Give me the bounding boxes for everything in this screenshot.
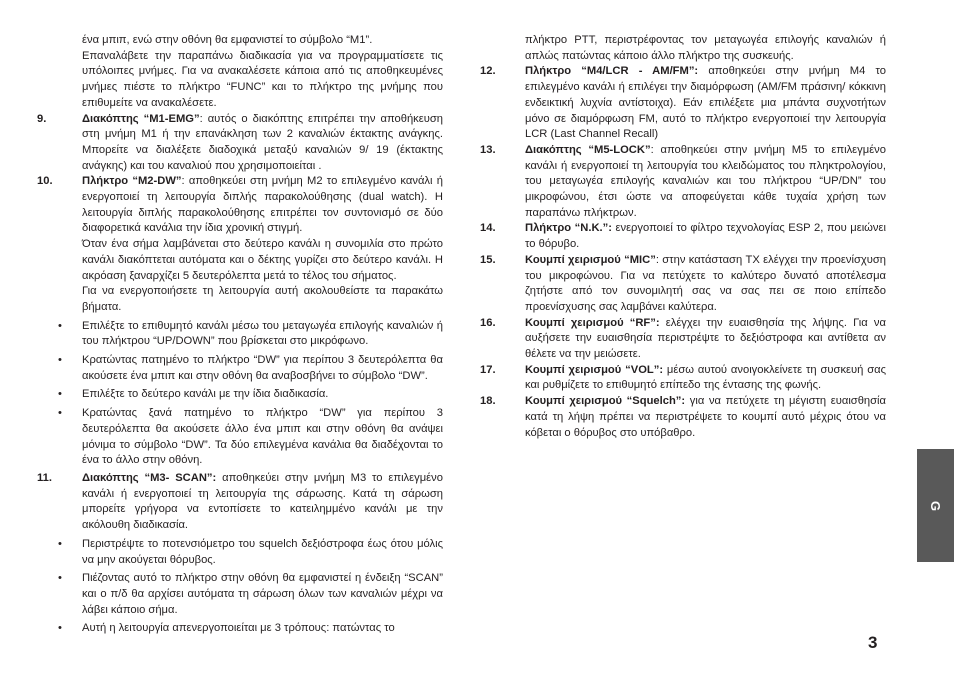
item-number: 17. <box>480 363 496 376</box>
item-number: 15. <box>480 253 496 266</box>
list-item <box>37 319 443 350</box>
item-text: : αποθηκεύει στην μνήμη M5 το επιλεγμένο κανάλι ή ενεργοποιεί τη λειτουργία του κλειδώματος του πληκτρολογίου, του μεταγωγέα επιλογής καναλιών και του πλήκτρου “UP/DN” του μικροφώνου, έτσι ώστε να αποφεύγεται κάθε τυχαία χρήση των παραπάνω πλήκτρων. <box>525 143 886 219</box>
list-item <box>37 537 443 568</box>
language-tab-label: G <box>928 500 943 511</box>
item-number: 12. <box>480 65 496 78</box>
item-17 <box>480 363 886 394</box>
right-column <box>480 33 886 441</box>
left-column <box>37 33 443 637</box>
item-14 <box>480 221 886 252</box>
item-title: Κουμπί χειρισμού “Squelch”: <box>525 395 686 408</box>
item-title: Πλήκτρο “M2-DW” <box>82 175 182 188</box>
item-title: Κουμπί χειρισμού “MIC” <box>525 253 656 266</box>
item-text: για να πετύχετε τη μέγιστη ευαισθησία κατά τη λήψη πρέπει να περιστρέψετε το κουμπί αυτό μέχρις ότου να κόβεται ο θόρυβος στο υπόβαθρο. <box>525 395 887 439</box>
bullet-icon: • <box>58 319 62 332</box>
item-text: μέσω αυτού ανοιγοκλείνετε τη συσκευή σας και ρυθμίζετε το επιθυμητό επίπεδο της έντασης της φωνής. <box>525 363 886 392</box>
list-item-text: Κρατώντας πατημένο το πλήκτρο “DW” για περίπου 3 δευτερόλεπτα θα ακούσετε ένα μπιπ και στην οθόνη θα αναβοσβήνει το σύμβολο “DW”. <box>82 354 443 382</box>
item-title: Πλήκτρο “N.K.”: <box>525 222 612 235</box>
item-16 <box>480 316 886 363</box>
list-item <box>37 387 443 403</box>
item-title: Πλήκτρο “M4/LCR - AM/FM”: <box>525 65 699 78</box>
item-text: αποθηκεύει στην μνήμη M4 το επιλεγμένο κανάλι ή επιλέγει την διαμόρφωση (AM/FM πράσινη/ κόκκινη ενδεικτική λυχνία αντίστοιχα). Εάν επιλέξετε μια μπάντα συχνοτήτων μόνο σε διαμόρφωση FM, αυτό το πλήκτρο ενεργοποιεί την λειτουργία LCR (Last Channel Recall) <box>525 65 886 141</box>
item-number: 11. <box>37 471 52 484</box>
item-15 <box>480 253 886 316</box>
item-text: αποθηκεύει στην μνήμη M3 το επιλεγμένο κανάλι ή ενεργοποιεί τη λειτουργία της σάρωσης. Κατά τη σάρωση μπορείτε γρήγορα να εντοπίσετε το κατειλημμένο κανάλι με την ακόλουθη διαδικασία. <box>82 471 443 532</box>
list-item-text: Κρατώντας ξανά πατημένο το πλήκτρο “DW” για περίπου 3 δευτερόλεπτα θα ακούσετε άλλο ένα μπιπ και στην οθόνη θα ανάψει μόνιμα το σύμβολο “DW”. Τα δύο επιλεγμένα κανάλια θα διαδέχονται το ένα το άλλο στην οθόνη. <box>82 407 443 467</box>
bullet-icon: • <box>58 572 62 585</box>
item-text: : στην κατάσταση TX ελέγχει την προενίσχυση του μικροφώνου. Για να πετύχετε το καλύτερο δυνατό αποτέλεσμα ζητήστε από τον συνομιλητή σας να σας πει σε ποιο επίπεδο προενίσχυσης σας λαμβάνει καλύτερα. <box>525 253 886 313</box>
item-10 <box>37 174 443 237</box>
item-text: : αυτός ο διακόπτης επιτρέπει την αποθήκευση στη μνήμη M1 ή την επανάκληση των 2 καναλιών έκτακτης ανάγκης. Μπορείτε να διαλέξετε διαδοχικά μεταξύ καναλιών 9/ 19 (έκτακτης ανάγκης) και του καναλιού που χρησιμοποιείται . <box>82 112 444 172</box>
item-10-paragraph-2: Για να ενεργοποιήσετε τη λειτουργία αυτή ακολουθείστε τα παρακάτω βήματα. <box>82 285 443 313</box>
list-item-text: Πιέζοντας αυτό το πλήκτρο στην οθόνη θα εμφανιστεί η ένδειξη “SCAN” και ο π/δ θα αρχίσει αυτόματα τη σάρωση όλων των καναλιών μέχρι να λάβει κάποιο σήμα. <box>82 572 443 616</box>
item-title: Διακόπτης “M3- SCAN”: <box>82 471 217 484</box>
list-item-text: Περιστρέψτε το ποτενσιόμετρο του squelch δεξιόστροφα έως ότου μόλις να μην ακούγεται θόρυβος. <box>82 537 443 566</box>
item-number: 13. <box>480 143 496 156</box>
item-number: 18. <box>480 395 496 408</box>
bullet-icon: • <box>58 354 62 367</box>
continued-text: πλήκτρο PTT, περιστρέφοντας τον μεταγωγέα επιλογής καναλιών ή απλώς πατώντας κάποιο άλλο πλήκτρο της συσκευής. <box>525 34 886 62</box>
bullet-icon: • <box>58 407 62 420</box>
item-number: 9. <box>37 112 47 125</box>
list-item-text: Επιλέξτε το δεύτερο κανάλι με την ίδια διαδικασία. <box>82 388 329 401</box>
item-13 <box>480 143 886 222</box>
item-text: ενεργοποιεί το φίλτρο τεχνολογίας ESP 2, που μειώνει το θόρυβο. <box>525 222 886 251</box>
list-item <box>37 406 443 469</box>
bullet-icon: • <box>58 622 62 635</box>
page-number: 3 <box>868 633 878 652</box>
item-10-paragraph-1: Όταν ένα σήμα λαμβάνεται στο δεύτερο κανάλι η συνομιλία στο πρώτο κανάλι διακόπτεται αυτόματα και ο δέκτης γυρίζει στο δεύτερο κανάλι. Η ακρόαση ξαναρχίζει 5 δευτερόλεπτα μετά το τέλος του σήματος. <box>82 238 443 282</box>
list-item <box>37 621 443 637</box>
item-number: 16. <box>480 316 496 329</box>
item-title: Κουμπί χειρισμού “RF”: <box>525 316 660 329</box>
item-12 <box>480 64 886 143</box>
item-text: : αποθηκεύει στη μνήμη M2 το επιλεγμένο κανάλι ή ενεργοποιεί τη λειτουργία διπλής παρακολούθησης (dual watch). Η λειτουργία διπλής παρακολούθησης επιτρέπει τον συντονισμό σε δύο διαφορετικά κανάλια την ίδια χρονική στιγμή. <box>82 175 443 235</box>
item-text: ελέγχει την ευαισθησία της λήψης. Για να αυξήσετε την ευαισθησία περιστρέψτε το δεξιόστροφα και αντίθετα αν θέλετε να την μειώσετε. <box>525 316 886 361</box>
list-item-text: Επιλέξτε το επιθυμητό κανάλι μέσω του μεταγωγέα επιλογής καναλιών ή του πλήκτρου “UP/DOWN” που βρίσκεται στο μικρόφωνο. <box>82 319 443 348</box>
language-tab <box>917 449 954 562</box>
bullet-icon: • <box>58 537 62 550</box>
item-11 <box>37 471 443 534</box>
item-9 <box>37 112 443 175</box>
item-number: 10. <box>37 175 53 188</box>
list-item <box>37 571 443 618</box>
bullet-icon: • <box>58 388 62 401</box>
list-item-text: Αυτή η λειτουργία απενεργοποιείται με 3 τρόπους: πατώντας το <box>82 622 395 635</box>
item-number: 14. <box>480 222 496 235</box>
intro-line-1: ένα μπιπ, ενώ στην οθόνη θα εμφανιστεί το σύμβολο “M1”. <box>82 34 373 46</box>
item-18 <box>480 394 886 441</box>
item-title: Διακόπτης “M5-LOCK” <box>525 143 651 156</box>
item-title: Κουμπί χειρισμού “VOL”: <box>525 363 664 376</box>
intro-paragraph: Επαναλάβετε την παραπάνω διαδικασία για να προγραμματίσετε τις υπόλοιπες μνήμες. Για να ανακαλέσετε κάποια από τις αποθηκευμένες μνήμες πιέστε το πλήκτρο “FUNC” και το πλήκτρο της μνήμης που επιθυμείτε να ανακαλέσετε. <box>82 49 443 109</box>
list-item <box>37 353 443 384</box>
item-title: Διακόπτης “M1-EMG” <box>82 112 200 125</box>
